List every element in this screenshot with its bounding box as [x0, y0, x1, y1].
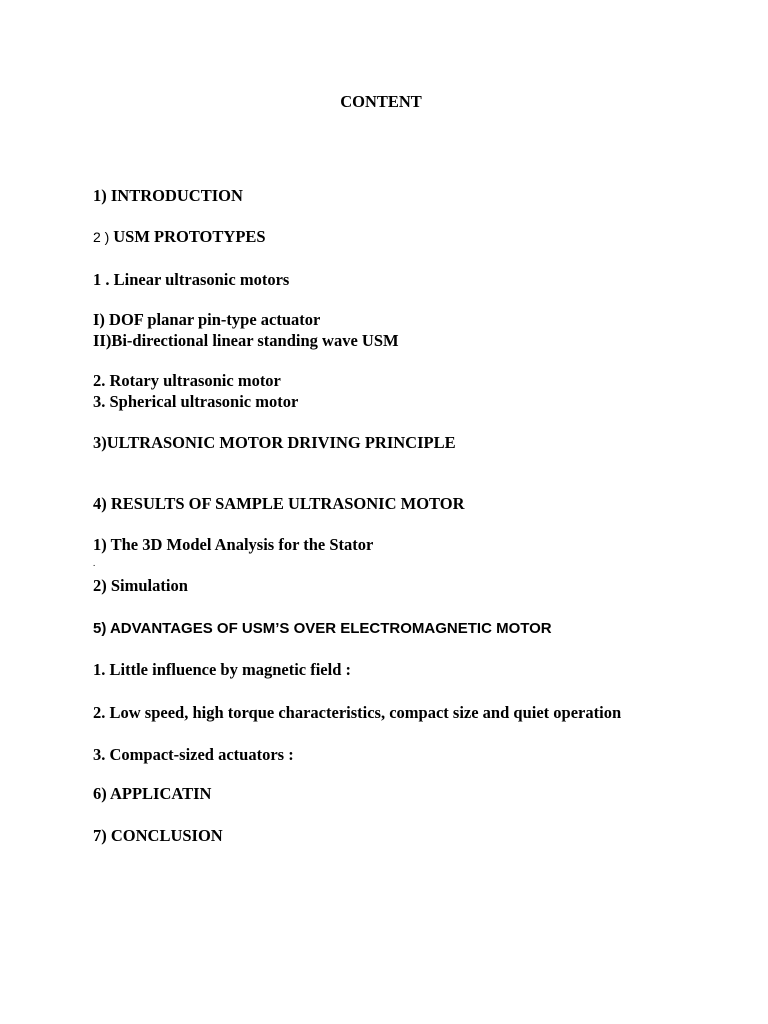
toc-item-rotary-ultrasonic-motor: 2. Rotary ultrasonic motor: [93, 371, 281, 390]
toc-item-3d-model-analysis: 1) The 3D Model Analysis for the Stator: [93, 535, 374, 554]
toc-item-bidirectional-linear-usm: II)Bi-directional linear standing wave USM: [93, 331, 399, 350]
toc-item-low-speed-high-torque: 2. Low speed, high torque characteristics, compact size and quiet operation: [93, 703, 622, 722]
stray-dot: .: [93, 558, 96, 568]
toc-item-driving-principle: 3)ULTRASONIC MOTOR DRIVING PRINCIPLE: [93, 433, 456, 452]
toc-item-linear-ultrasonic-motors: 1 . Linear ultrasonic motors: [93, 270, 290, 289]
toc-item-introduction: 1) INTRODUCTION: [93, 186, 243, 205]
toc-item-conclusion: 7) CONCLUSION: [93, 826, 223, 845]
toc-item-usm-prototypes: [93, 227, 266, 247]
toc-item-dof-planar-actuator: I) DOF planar pin-type actuator: [93, 310, 321, 329]
toc-item-label: USM PROTOTYPES: [113, 227, 266, 246]
toc-item-compact-actuators: 3. Compact-sized actuators :: [93, 745, 294, 764]
toc-item-spherical-ultrasonic-motor: 3. Spherical ultrasonic motor: [93, 392, 299, 411]
toc-item-results-sample-motor: 4) RESULTS OF SAMPLE ULTRASONIC MOTOR: [93, 494, 465, 513]
toc-item-number: 2 ): [93, 229, 114, 245]
toc-item-simulation: 2) Simulation: [93, 576, 188, 595]
page-title: CONTENT: [340, 92, 422, 111]
toc-item-applicatin: 6) APPLICATIN: [93, 784, 212, 803]
toc-item-advantages: 5) ADVANTAGES OF USM’S OVER ELECTROMAGNETIC MOTOR: [93, 620, 552, 637]
toc-item-magnetic-field: 1. Little influence by magnetic field :: [93, 660, 352, 679]
